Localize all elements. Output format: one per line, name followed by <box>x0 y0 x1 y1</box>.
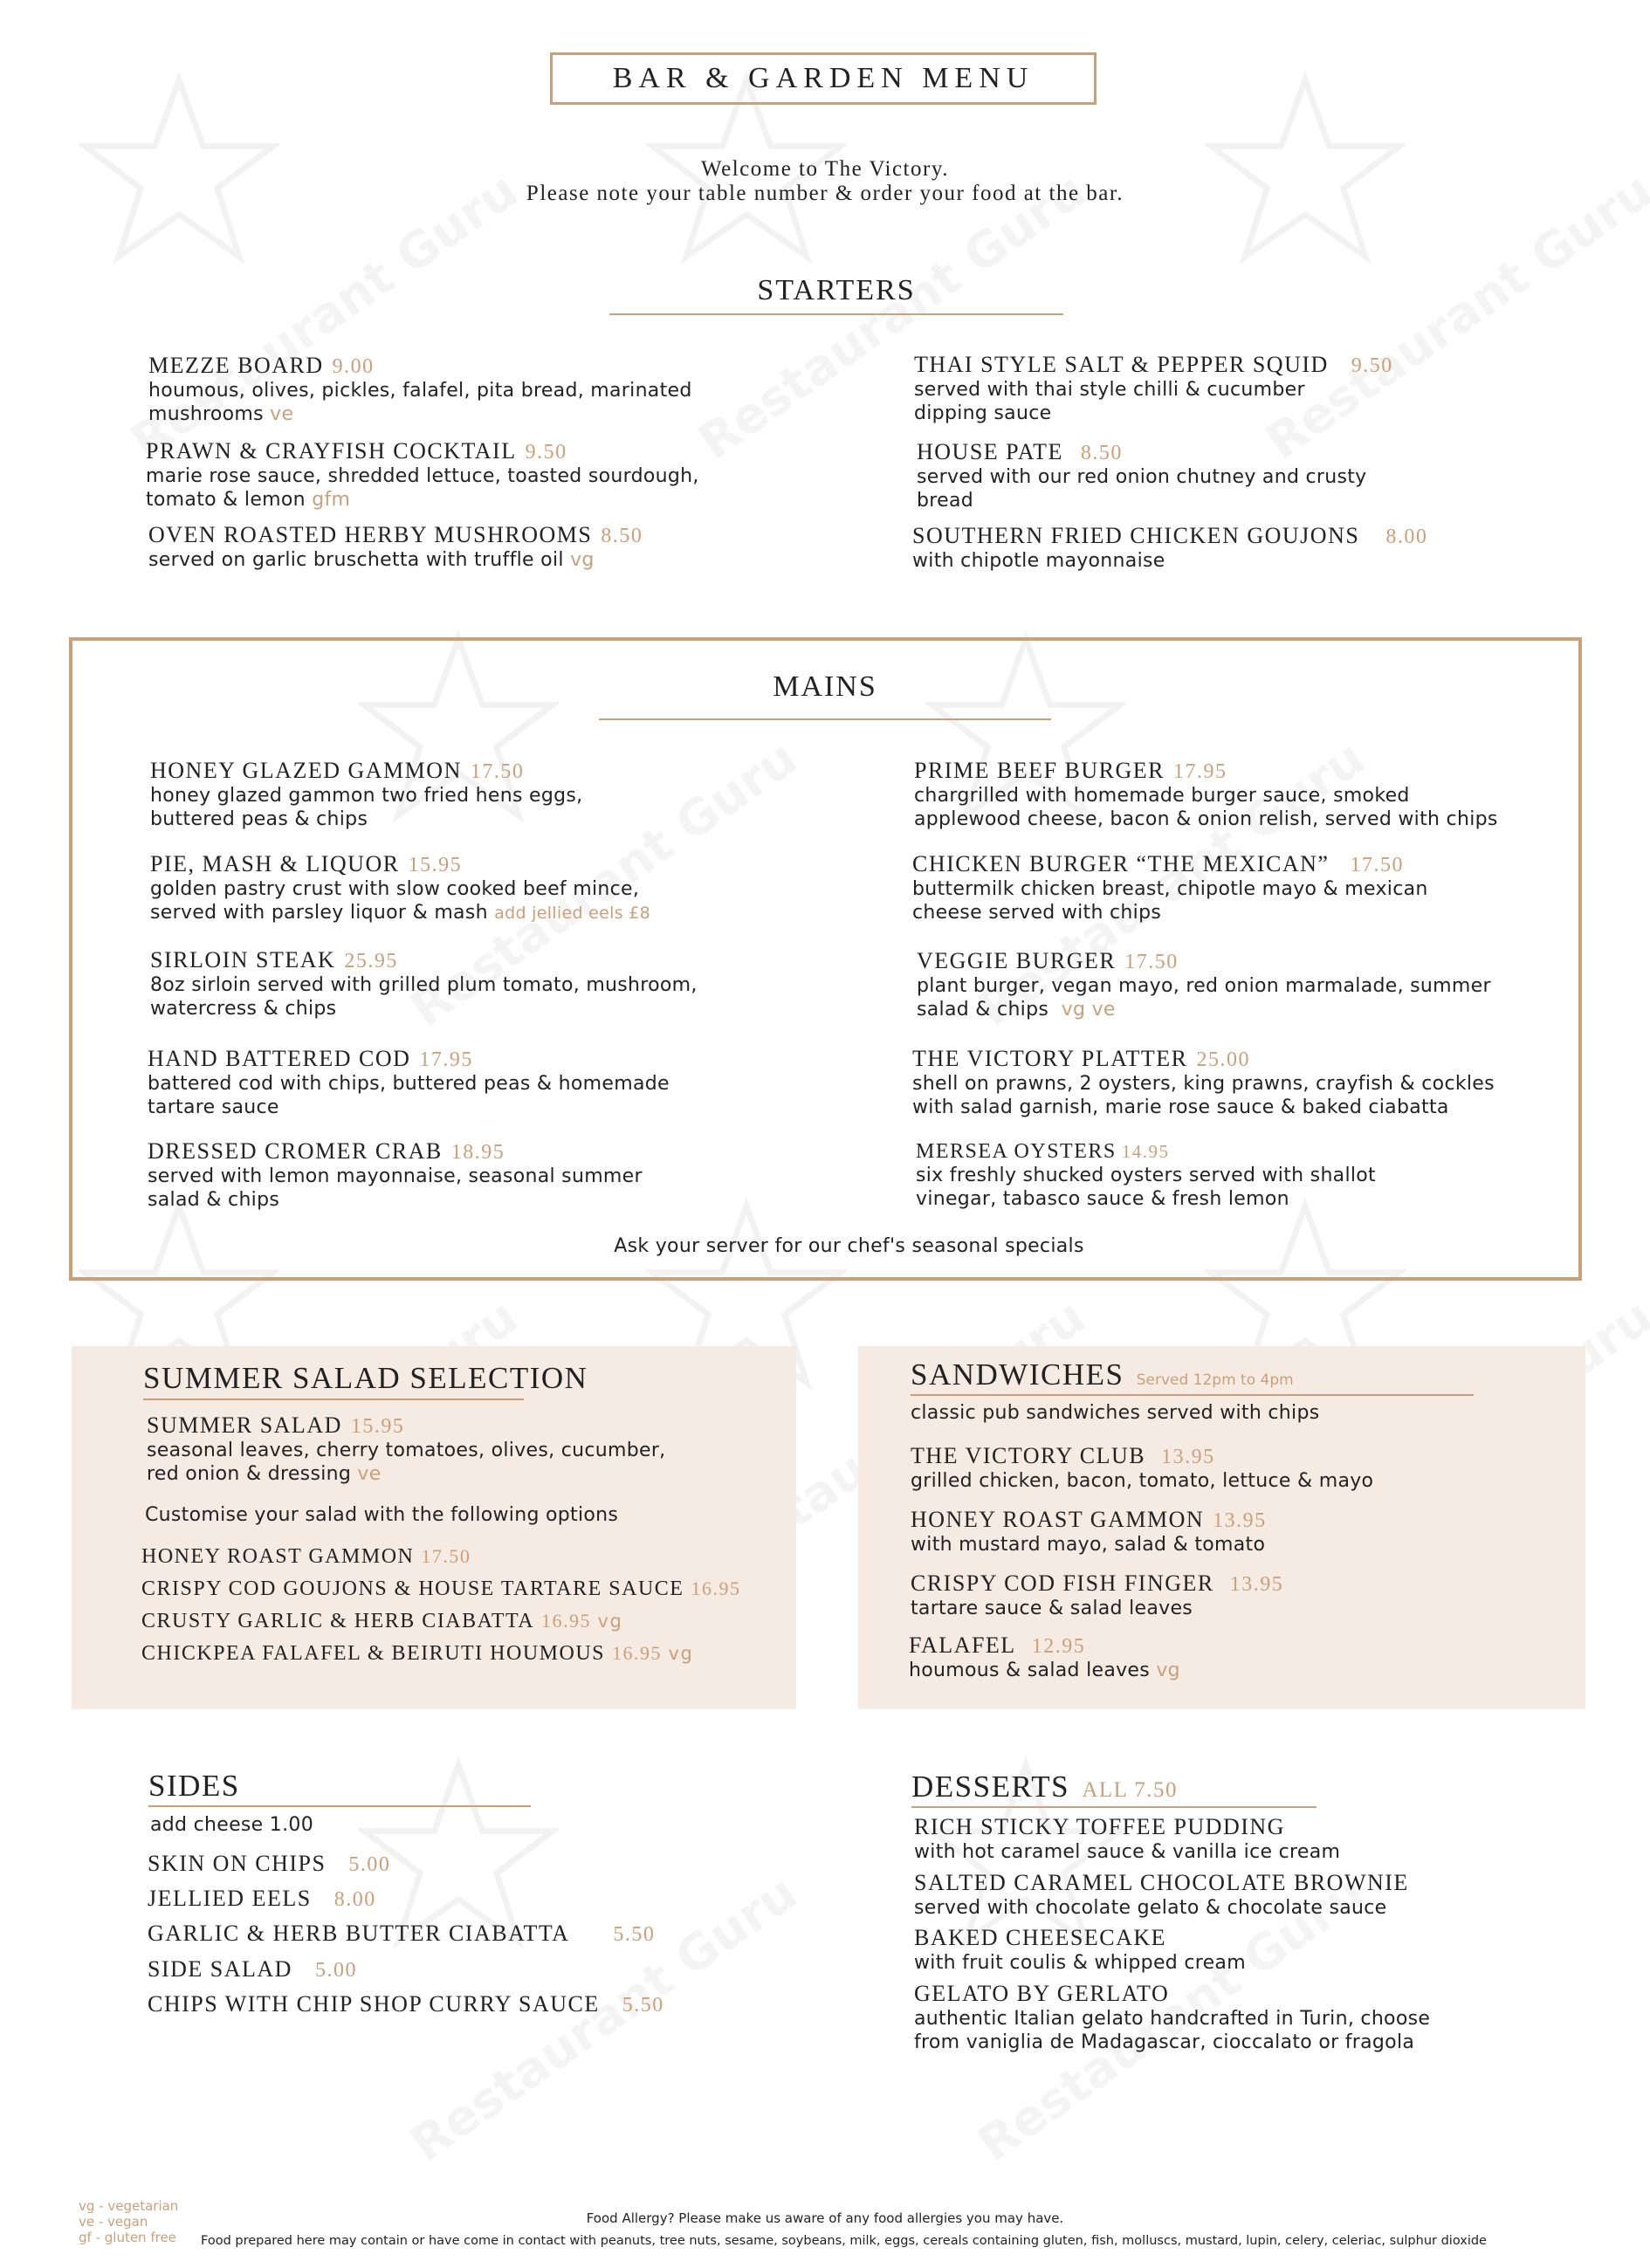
mains-item <box>912 851 1558 924</box>
item-desc: honey glazed gammon two fried hens eggs, <box>150 785 583 807</box>
item-desc: tartare sauce <box>148 1096 279 1118</box>
sides-heading: SIDES <box>148 1769 240 1803</box>
item-name: MEZZE BOARD <box>148 353 324 378</box>
item-name: SIRLOIN STEAK <box>150 947 336 972</box>
item-name: DRESSED CROMER CRAB <box>148 1138 443 1164</box>
dessert-item: SALTED CARAMEL CHOCOLATE BROWNIE served with chocolate gelato & chocolate sauce <box>914 1870 1409 1919</box>
item-desc: cheese served with chips <box>912 902 1162 924</box>
item-desc: bread <box>917 490 974 512</box>
salad-heading: SUMMER SALAD SELECTION <box>143 1361 588 1395</box>
item-name: THAI STYLE SALT & PEPPER SQUID <box>914 352 1329 377</box>
sides-rule <box>148 1805 531 1807</box>
item-desc: red onion & dressing <box>147 1463 352 1485</box>
item-desc: six freshly shucked oysters served with shallot <box>916 1165 1376 1186</box>
item-desc: plant burger, vegan mayo, red onion marmalade, summer <box>917 975 1491 997</box>
item-desc: houmous, olives, pickles, falafel, pita bread, marinated <box>148 380 692 402</box>
mains-item <box>912 1046 1576 1119</box>
item-desc: buttered peas & chips <box>150 808 368 830</box>
item-price: 18.95 <box>450 1141 505 1164</box>
item-name: THE VICTORY PLATTER <box>912 1046 1188 1071</box>
item-name: HAND BATTERED COD <box>148 1046 411 1071</box>
item-desc: with salad garnish, marie rose sauce & baked ciabatta <box>912 1096 1449 1118</box>
diet-key-ve: ve - vegan <box>79 2214 148 2230</box>
starter-item <box>917 439 1528 512</box>
desserts-heading: DESSERTS ALL 7.50 <box>911 1770 1178 1804</box>
item-price: 25.95 <box>344 950 398 972</box>
item-name: MERSEA OYSTERS <box>916 1140 1117 1163</box>
mains-heading: MAINS <box>773 670 877 703</box>
item-desc: battered cod with chips, buttered peas & homemade <box>148 1073 670 1095</box>
item-desc: mushrooms <box>148 403 264 425</box>
side-item: CHIPS WITH CHIP SHOP CURRY SAUCE 5.50 <box>148 1991 664 2017</box>
mains-item <box>914 758 1560 831</box>
item-desc: applewood cheese, bacon & onion relish, served with chips <box>914 808 1498 830</box>
welcome-line-1: Welcome to The Victory. <box>701 157 949 181</box>
item-desc: watercress & chips <box>150 998 337 1020</box>
sandwich-item: CRISPY COD FISH FINGER 13.95 tartare sauce & salad leaves <box>911 1570 1284 1619</box>
watermark-text <box>401 1865 808 2174</box>
dessert-item: BAKED CHEESECAKE with fruit coulis & whipped cream <box>914 1925 1246 1974</box>
starter-item <box>148 353 742 426</box>
item-desc: served with thai style chilli & cucumber <box>914 379 1305 401</box>
diet-tag: vg <box>570 549 595 571</box>
item-name: PRIME BEEF BURGER <box>914 758 1165 783</box>
mains-item <box>150 758 761 831</box>
allergy-notice-line-1: Food Allergy? Please make us aware of any food allergies you may have. <box>586 2210 1064 2226</box>
item-price: 8.50 <box>1080 442 1123 464</box>
item-price: 14.95 <box>1121 1141 1170 1162</box>
item-price: 15.95 <box>350 1415 405 1438</box>
sandwich-item: FALAFEL 12.95 houmous & salad leaves vg <box>909 1632 1180 1681</box>
salad-option: CHICKPEA FALAFEL & BEIRUTI HOUMOUS 16.95 vg <box>141 1642 694 1665</box>
side-item: JELLIED EELS 8.00 <box>148 1886 376 1911</box>
item-price: 17.95 <box>1173 760 1227 783</box>
salad-option: CRISPY COD GOUJONS & HOUSE TARTARE SAUCE 16.95 <box>141 1577 741 1600</box>
mains-item <box>916 1140 1562 1211</box>
mains-item <box>150 851 761 925</box>
salad-option: CRUSTY GARLIC & HERB CIABATTA 16.95 vg <box>141 1610 623 1632</box>
diet-key-vg: vg - vegetarian <box>79 2198 179 2214</box>
item-price: 9.00 <box>332 355 375 378</box>
item-desc: tomato & lemon <box>146 489 306 511</box>
item-name: OVEN ROASTED HERBY MUSHROOMS <box>148 522 593 547</box>
item-price: 9.50 <box>525 441 567 464</box>
side-item: SIDE SALAD 5.00 <box>148 1956 357 1982</box>
item-price: 25.00 <box>1196 1048 1250 1071</box>
item-name: VEGGIE BURGER <box>917 948 1117 973</box>
item-desc: vinegar, tabasco sauce & fresh lemon <box>916 1188 1289 1210</box>
allergy-notice-line-2: Food prepared here may contain or have come in contact with peanuts, tree nuts, sesame, soybeans, milk, eggs, cereals containing gluten, fish, molluscs, mustard, lupin, celery, celeriac, sulphur dioxide <box>201 2234 1487 2248</box>
side-item: SKIN ON CHIPS 5.00 <box>148 1851 391 1876</box>
mains-item <box>148 1046 759 1119</box>
diet-tag: ve <box>270 403 294 425</box>
starters-heading: STARTERS <box>757 274 916 306</box>
item-desc: shell on prawns, 2 oysters, king prawns, crayfish & cockles <box>912 1073 1495 1095</box>
item-desc: seasonal leaves, cherry tomatoes, olives, cucumber, <box>147 1440 666 1461</box>
sides-subheading: add cheese 1.00 <box>150 1814 313 1836</box>
starter-item <box>146 438 739 512</box>
mains-rule <box>599 718 1051 720</box>
item-desc: served with parsley liquor & mash <box>150 902 488 924</box>
sandwich-item: THE VICTORY CLUB 13.95 grilled chicken, bacon, tomato, lettuce & mayo <box>911 1443 1374 1492</box>
item-desc: buttermilk chicken breast, chipotle mayo & mexican <box>912 878 1428 900</box>
item-desc: salad & chips <box>148 1189 280 1211</box>
item-name: SUMMER SALAD <box>147 1412 342 1438</box>
item-price: 8.00 <box>1385 526 1428 548</box>
item-desc: golden pastry crust with slow cooked beef mince, <box>150 878 640 900</box>
mains-item <box>917 948 1563 1021</box>
sandwiches-rule <box>911 1394 1474 1396</box>
item-price: 17.50 <box>1350 854 1404 876</box>
welcome-line-2: Please note your table number & order your food at the bar. <box>526 182 1124 205</box>
desserts-rule <box>911 1806 1317 1808</box>
mains-item <box>148 1138 759 1212</box>
diet-tag: vg ve <box>1061 999 1116 1021</box>
diet-key-gf: gf - gluten free <box>79 2230 176 2245</box>
item-desc: salad & chips <box>917 999 1049 1021</box>
menu-title: BAR & GARDEN MENU <box>550 52 1097 105</box>
item-name: HOUSE PATE <box>917 439 1063 464</box>
dessert-item: GELATO BY GERLATO authentic Italian gelato handcrafted in Turin, choose from vaniglia de Madagascar, cioccalato or fragola <box>914 1981 1431 2053</box>
item-name: PIE, MASH & LIQUOR <box>150 851 400 876</box>
starter-item <box>148 522 742 572</box>
salad-rule <box>143 1399 524 1400</box>
item-desc: served with lemon mayonnaise, seasonal summer <box>148 1165 643 1187</box>
side-item: GARLIC & HERB BUTTER CIABATTA 5.50 <box>148 1921 656 1946</box>
diet-tag: ve <box>357 1463 382 1485</box>
item-price: 17.50 <box>1124 951 1179 973</box>
sandwich-item: HONEY ROAST GAMMON 13.95 with mustard mayo, salad & tomato <box>911 1507 1267 1556</box>
salad-customise-note: Customise your salad with the following options <box>145 1504 619 1526</box>
item-name: PRAWN & CRAYFISH COCKTAIL <box>146 438 517 464</box>
sandwiches-subheading: classic pub sandwiches served with chips <box>911 1402 1320 1424</box>
sandwiches-served-time: Served 12pm to 4pm <box>1136 1371 1294 1389</box>
item-desc: 8oz sirloin served with grilled plum tomato, mushroom, <box>150 974 698 996</box>
starter-item <box>914 352 1525 425</box>
item-desc: dipping sauce <box>914 402 1052 424</box>
item-desc: served with our red onion chutney and crusty <box>917 466 1367 488</box>
salad-item <box>147 1412 775 1486</box>
item-price: 8.50 <box>601 525 643 547</box>
item-desc: with chipotle mayonnaise <box>912 550 1165 572</box>
item-price: 15.95 <box>408 854 463 876</box>
salad-option: HONEY ROAST GAMMON 17.50 <box>141 1545 471 1568</box>
sandwiches-heading: SANDWICHES Served 12pm to 4pm <box>911 1357 1294 1392</box>
item-note: add jellied eels £8 <box>494 904 651 923</box>
diet-tag: gfm <box>312 489 351 511</box>
item-name: SOUTHERN FRIED CHICKEN GOUJONS <box>912 523 1360 548</box>
item-desc: marie rose sauce, shredded lettuce, toasted sourdough, <box>146 465 699 487</box>
item-price: 17.95 <box>419 1048 473 1071</box>
mains-item <box>150 947 761 1021</box>
item-desc: served on garlic bruschetta with truffle oil <box>148 549 564 571</box>
desserts-price: ALL 7.50 <box>1082 1778 1178 1802</box>
starter-item <box>912 523 1541 573</box>
specials-note: Ask your server for our chef's seasonal specials <box>614 1235 1084 1257</box>
item-name: CHICKEN BURGER “THE MEXICAN” <box>912 851 1330 876</box>
item-desc: chargrilled with homemade burger sauce, smoked <box>914 785 1410 807</box>
starters-rule <box>609 313 1063 315</box>
item-name: HONEY GLAZED GAMMON <box>150 758 462 783</box>
item-price: 17.50 <box>470 760 525 783</box>
item-price: 9.50 <box>1351 354 1393 377</box>
dessert-item: RICH STICKY TOFFEE PUDDING with hot caramel sauce & vanilla ice cream <box>914 1814 1341 1863</box>
